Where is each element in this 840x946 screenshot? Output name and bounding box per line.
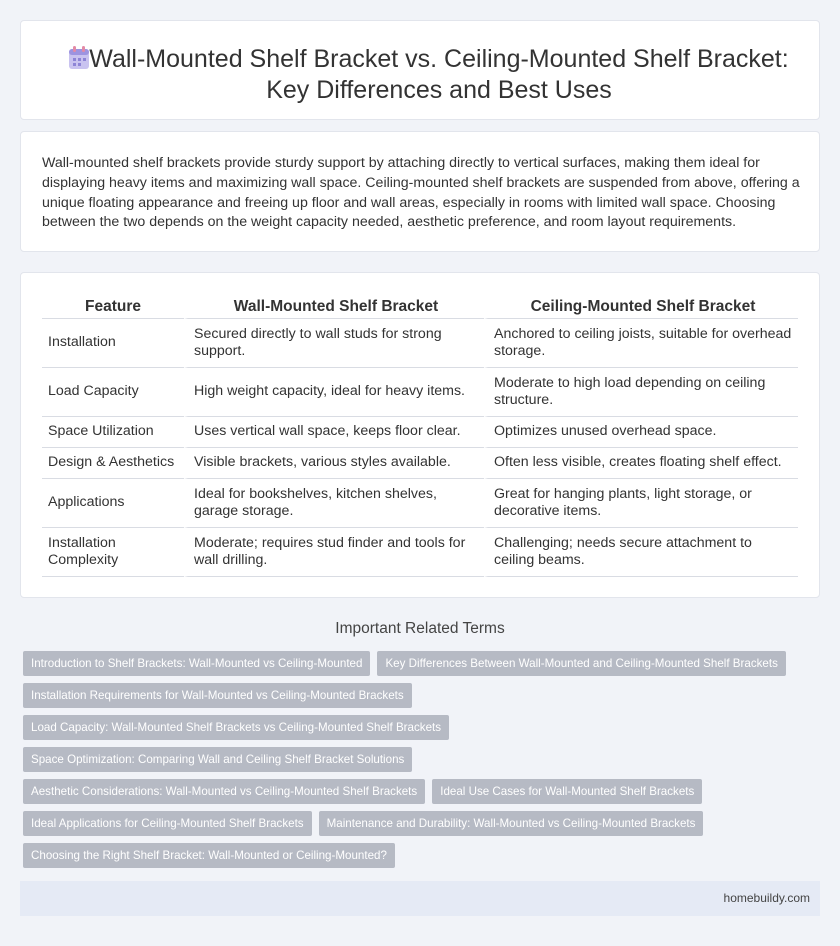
wall-cell: Visible brackets, various styles available. — [184, 448, 484, 479]
intro-paragraph: Wall-mounted shelf brackets provide sturdy support by attaching directly to vertical surfaces, making them ideal for displaying heavy items and maximizing wall space. Ceiling-mounted shelf brackets are suspended from above, offering a unique floating appearance and freeing up floor and wall areas, especially in rooms with limited wall space. Choosing between the two depends on the weight capacity needed, aesthetic preference, and room layout requirements. — [42, 155, 800, 231]
ceiling-cell: Anchored to ceiling joists, suitable for overhead storage. — [484, 319, 798, 368]
related-term-tag[interactable]: Space Optimization: Comparing Wall and Ceiling Shelf Bracket Solutions — [23, 747, 412, 772]
related-term-tag[interactable]: Choosing the Right Shelf Bracket: Wall-Mounted or Ceiling-Mounted? — [23, 843, 395, 868]
related-term-tag[interactable]: Maintenance and Durability: Wall-Mounted vs Ceiling-Mounted Brackets — [319, 811, 704, 836]
related-term-tag[interactable]: Aesthetic Considerations: Wall-Mounted vs Ceiling-Mounted Shelf Brackets — [23, 779, 425, 804]
related-term-tag[interactable]: Key Differences Between Wall-Mounted and Ceiling-Mounted Shelf Brackets — [377, 651, 785, 676]
header-ceiling-mounted: Ceiling-Mounted Shelf Bracket — [484, 296, 798, 319]
wall-cell: Moderate; requires stud finder and tools for wall drilling. — [184, 528, 484, 577]
ceiling-cell: Challenging; needs secure attachment to ceiling beams. — [484, 528, 798, 577]
related-term-tag[interactable]: Installation Requirements for Wall-Mounted vs Ceiling-Mounted Brackets — [23, 683, 412, 708]
wall-cell: Uses vertical wall space, keeps floor clear. — [184, 417, 484, 448]
feature-cell: Load Capacity — [42, 368, 184, 417]
related-terms-list — [23, 651, 813, 875]
wall-cell: Ideal for bookshelves, kitchen shelves, garage storage. — [184, 479, 484, 528]
related-term-tag[interactable]: Ideal Applications for Ceiling-Mounted Shelf Brackets — [23, 811, 312, 836]
related-terms-title: Important Related Terms — [335, 620, 505, 637]
table-row — [42, 479, 798, 528]
intro-card — [20, 131, 820, 252]
related-term-tag[interactable]: Introduction to Shelf Brackets: Wall-Mounted vs Ceiling-Mounted — [23, 651, 370, 676]
ceiling-cell: Great for hanging plants, light storage, or decorative items. — [484, 479, 798, 528]
table-row — [42, 448, 798, 479]
header-wall-mounted: Wall-Mounted Shelf Bracket — [184, 296, 484, 319]
table-row — [42, 368, 798, 417]
footer — [20, 881, 820, 916]
table-row — [42, 319, 798, 368]
related-term-tag[interactable]: Ideal Use Cases for Wall-Mounted Shelf Brackets — [432, 779, 702, 804]
ceiling-cell: Often less visible, creates floating shelf effect. — [484, 448, 798, 479]
feature-cell: Installation Complexity — [42, 528, 184, 577]
footer-site-link[interactable]: homebuildy.com — [723, 891, 810, 905]
table-header-row — [42, 296, 798, 319]
wall-cell: Secured directly to wall studs for strong support. — [184, 319, 484, 368]
table-row — [42, 528, 798, 577]
title-card — [20, 20, 820, 120]
ceiling-cell: Optimizes unused overhead space. — [484, 417, 798, 448]
feature-cell: Space Utilization — [42, 417, 184, 448]
header-feature: Feature — [42, 296, 184, 319]
feature-cell: Applications — [42, 479, 184, 528]
feature-cell: Installation — [42, 319, 184, 368]
feature-cell: Design & Aesthetics — [42, 448, 184, 479]
table-row — [42, 417, 798, 448]
page-title: Wall-Mounted Shelf Bracket vs. Ceiling-Mounted Shelf Bracket: Key Differences and Best Uses — [89, 45, 789, 104]
comparison-card — [20, 272, 820, 598]
related-term-tag[interactable]: Load Capacity: Wall-Mounted Shelf Brackets vs Ceiling-Mounted Shelf Brackets — [23, 715, 449, 740]
comparison-table — [42, 296, 798, 577]
ceiling-cell: Moderate to high load depending on ceiling structure. — [484, 368, 798, 417]
wall-cell: High weight capacity, ideal for heavy items. — [184, 368, 484, 417]
